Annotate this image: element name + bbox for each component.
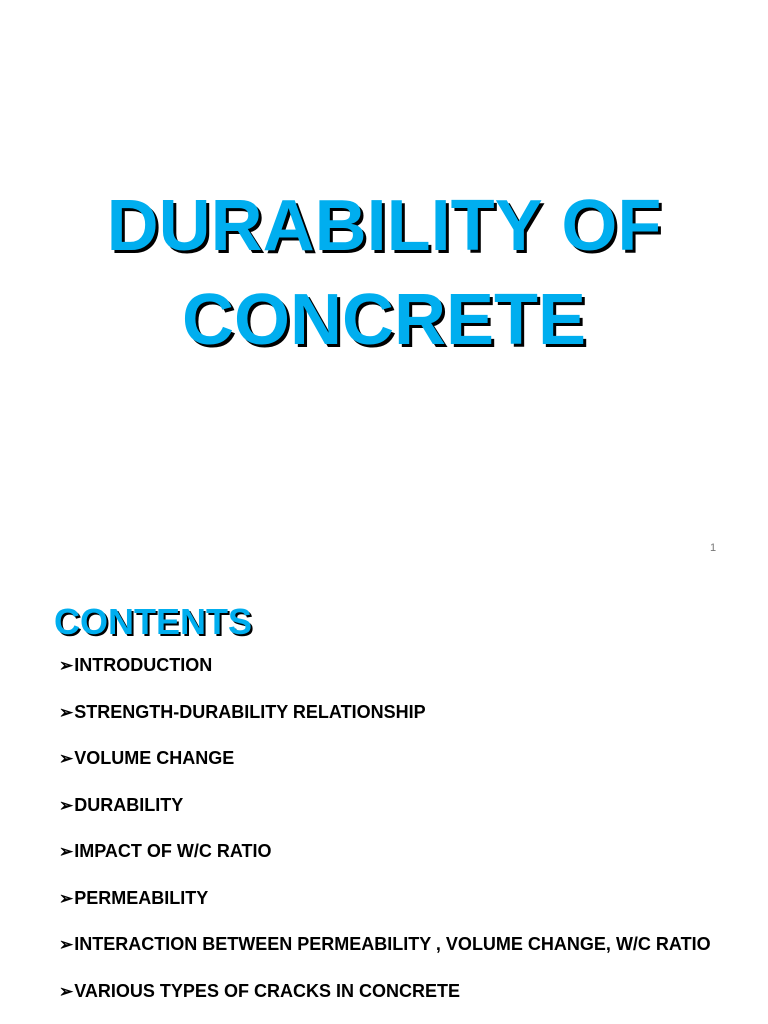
- list-item: [59, 927, 719, 962]
- arrow-bullet-icon: ➢: [59, 702, 74, 722]
- list-item: [59, 741, 719, 776]
- list-item: [59, 974, 719, 1009]
- arrow-bullet-icon: ➢: [59, 656, 74, 675]
- contents-heading: CONTENTS: [54, 601, 252, 642]
- arrow-bullet-icon: ➢: [59, 795, 74, 815]
- list-item-label: PERMEABILITY: [74, 887, 209, 908]
- list-item: [59, 648, 719, 683]
- arrow-bullet-icon: ➢: [59, 935, 74, 954]
- list-item-label: VARIOUS TYPES OF CRACKS IN CONCRETE: [74, 980, 460, 1001]
- list-item-label: IMPACT OF W/C RATIO: [74, 841, 272, 861]
- list-item-label: STRENGTH-DURABILITY RELATIONSHIP: [74, 701, 426, 722]
- list-item-label: INTRODUCTION: [74, 655, 213, 675]
- list-item-label: DURABILITY: [74, 794, 184, 815]
- list-item: [59, 695, 719, 730]
- arrow-bullet-icon: ➢: [59, 842, 74, 861]
- arrow-bullet-icon: ➢: [59, 981, 74, 1001]
- arrow-bullet-icon: ➢: [59, 749, 74, 768]
- list-item: [59, 788, 719, 823]
- page-number: 1: [710, 542, 717, 554]
- list-item: [59, 834, 719, 869]
- list-item: [59, 881, 719, 916]
- list-item-label: INTERACTION BETWEEN PERMEABILITY , VOLUME CHANGE, W/C RATIO: [74, 934, 711, 954]
- list-item-label: VOLUME CHANGE: [74, 748, 235, 768]
- contents-list: [59, 648, 719, 1020]
- arrow-bullet-icon: ➢: [59, 888, 74, 908]
- slide-title-line-1: DURABILITY OF: [106, 186, 662, 266]
- slide-title-line-2: CONCRETE: [181, 280, 586, 360]
